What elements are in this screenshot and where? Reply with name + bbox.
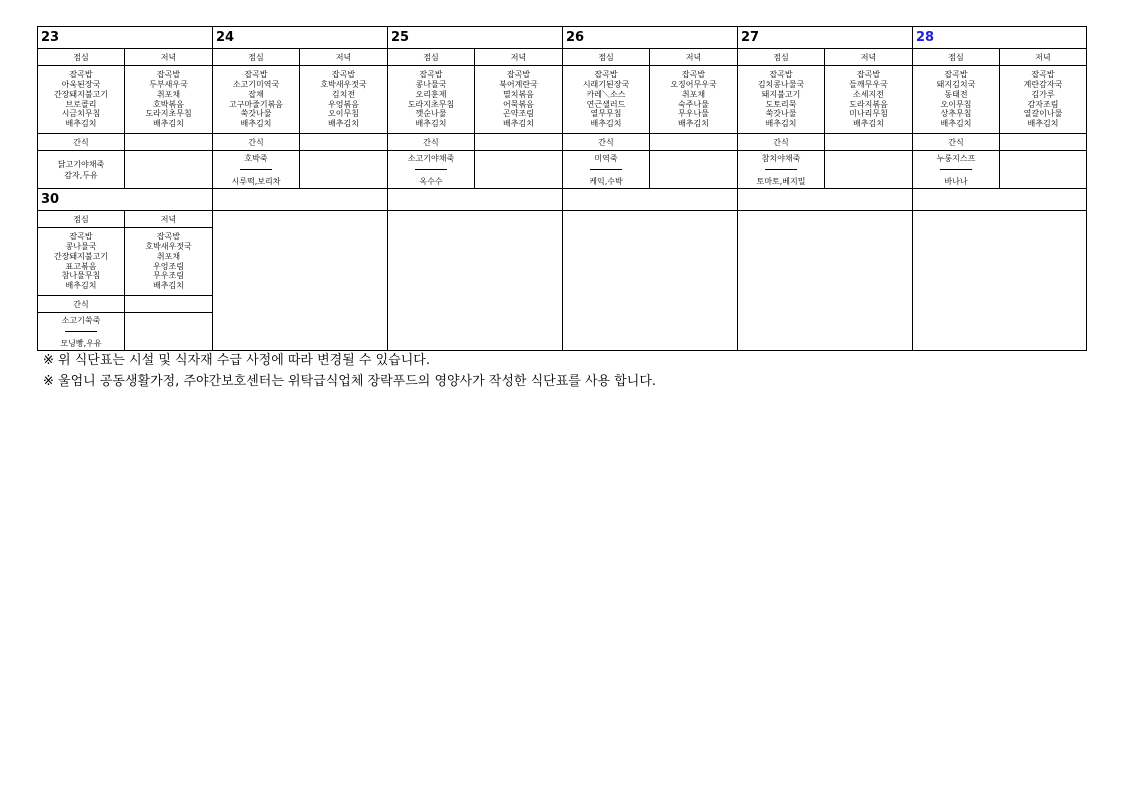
lunch-header: 점심 xyxy=(213,49,300,66)
menu-item: 계란감자국 xyxy=(1023,79,1063,89)
menu-item: 도라지볶음 xyxy=(849,99,888,109)
snack-label: 간식 xyxy=(738,134,825,151)
menu-item: 간장돼지불고기 xyxy=(53,89,109,99)
meal-header-row xyxy=(38,211,1087,228)
menu-item: 오이무침 xyxy=(940,99,972,109)
menu-item: 잡채 xyxy=(248,89,264,99)
lunch-header: 점심 xyxy=(38,211,125,228)
empty-cell xyxy=(125,134,213,151)
empty-day-block xyxy=(388,211,563,351)
date-cell: 24 xyxy=(213,27,388,49)
menu-item: 쑥갓나물 xyxy=(240,109,272,119)
menu-item: 배추김치 xyxy=(678,119,709,129)
menu-item: 배추김치 xyxy=(328,119,359,129)
lunch-menu-cell xyxy=(38,228,125,296)
empty-cell xyxy=(300,151,388,189)
snack-item: 누룽지스프 xyxy=(936,153,976,163)
menu-item: 표고볶음 xyxy=(65,261,97,271)
lunch-menu-cell xyxy=(388,66,475,134)
menu-item: 시금치무침 xyxy=(61,109,101,119)
empty-cell xyxy=(300,134,388,151)
menu-item: 오이무침 xyxy=(328,109,359,119)
dinner-header: 저녁 xyxy=(300,49,388,66)
menu-item: 취포채 xyxy=(156,251,181,261)
empty-cell xyxy=(475,151,563,189)
lunch-menu-cell xyxy=(738,66,825,134)
dinner-menu-cell xyxy=(825,66,913,134)
menu-item: 브로콜리 xyxy=(65,99,97,109)
menu-item: 숙주나물 xyxy=(678,99,709,109)
empty-cell xyxy=(213,189,388,211)
menu-item: 열무무침 xyxy=(590,109,622,119)
menu-item: 두부새우국 xyxy=(149,79,188,89)
menu-item: 아욱된장국 xyxy=(61,79,101,89)
empty-day-block xyxy=(913,211,1087,351)
menu-item: 감자조림 xyxy=(1027,99,1059,109)
menu-item: 오징어무우국 xyxy=(670,79,717,89)
dinner-header: 저녁 xyxy=(125,49,213,66)
date-row xyxy=(38,27,1087,49)
snack-label: 간식 xyxy=(213,134,300,151)
menu-item: 잡곡밥 xyxy=(1031,70,1055,80)
empty-cell xyxy=(650,134,738,151)
snack-cell xyxy=(388,151,475,189)
menu-item: 곤약조림 xyxy=(503,109,534,119)
menu-item: 잡곡밥 xyxy=(769,70,793,80)
menu-item: 잡곡밥 xyxy=(944,70,968,80)
menu-item: 잡곡밥 xyxy=(69,70,93,80)
notice-line: ※ 위 식단표는 시설 및 식자재 수급 사정에 따라 변경될 수 있습니다. xyxy=(43,353,430,368)
menu-item: 배추김치 xyxy=(1027,119,1059,129)
menu-item: 무우조림 xyxy=(153,271,184,281)
menu-item: 배추김치 xyxy=(153,281,184,291)
snack-item: 미역죽 xyxy=(594,153,618,163)
menu-item: 배추김치 xyxy=(65,119,97,129)
divider xyxy=(940,169,972,170)
empty-cell xyxy=(125,151,213,189)
menu-item: 시래기된장국 xyxy=(582,79,630,89)
divider xyxy=(765,169,797,170)
empty-cell xyxy=(563,189,738,211)
empty-cell xyxy=(913,189,1087,211)
meal-schedule-table xyxy=(37,26,1087,351)
empty-cell xyxy=(825,134,913,151)
snack-item: 소고기야채죽 xyxy=(407,153,455,163)
menu-item: 오리훈제 xyxy=(415,89,447,99)
dinner-menu-cell xyxy=(125,228,213,296)
dinner-menu-cell xyxy=(125,66,213,134)
date-cell: 27 xyxy=(738,27,913,49)
snack-cell xyxy=(213,151,300,189)
snack-item: 케익,수박 xyxy=(589,176,623,186)
menu-item: 배추김치 xyxy=(415,119,447,129)
menu-item: 취포채 xyxy=(156,89,181,99)
snack-label-row xyxy=(38,134,1087,151)
menu-item: 잡곡밥 xyxy=(594,70,618,80)
empty-day-block xyxy=(738,211,913,351)
empty-day-block xyxy=(563,211,738,351)
lunch-header: 점심 xyxy=(38,49,125,66)
menu-item: 잡곡밥 xyxy=(69,232,93,242)
menu-item: 우엉조림 xyxy=(153,261,184,271)
menu-item: 잡곡밥 xyxy=(156,232,181,242)
date-cell: 26 xyxy=(563,27,738,49)
menu-item: 돼지김치국 xyxy=(936,79,976,89)
lunch-header: 점심 xyxy=(563,49,650,66)
menu-item: 깻순나물 xyxy=(415,109,447,119)
menu-item: 돼지불고기 xyxy=(761,89,801,99)
menu-item: 배추김치 xyxy=(153,119,184,129)
menu-item: 배추김치 xyxy=(853,119,884,129)
menu-item: 소고기미역국 xyxy=(232,79,280,89)
lunch-menu-cell xyxy=(38,66,125,134)
menu-item: 동태전 xyxy=(944,89,968,99)
menu-item: 호박새우젓국 xyxy=(145,241,192,251)
notice-block xyxy=(43,350,656,392)
menu-item: 배추김치 xyxy=(65,281,97,291)
menu-item: 무우나물 xyxy=(678,109,709,119)
menu-item: 들깨무우국 xyxy=(849,79,888,89)
menu-item: 상추무침 xyxy=(940,109,972,119)
empty-cell xyxy=(1000,151,1087,189)
menu-item: 호박새우젓국 xyxy=(320,79,367,89)
empty-cell xyxy=(650,151,738,189)
menu-item: 열갈이나물 xyxy=(1023,109,1063,119)
snack-row xyxy=(38,151,1087,189)
snack-label: 간식 xyxy=(913,134,1000,151)
menu-item: 도라지초무침 xyxy=(145,109,192,119)
menu-item: 배추김치 xyxy=(503,119,534,129)
dinner-header: 저녁 xyxy=(125,211,213,228)
menu-item: 콩나물국 xyxy=(415,79,447,89)
date-cell-saturday: 28 xyxy=(913,27,1087,49)
dinner-menu-cell xyxy=(650,66,738,134)
divider xyxy=(65,331,97,332)
dinner-header: 저녁 xyxy=(825,49,913,66)
dinner-header: 저녁 xyxy=(1000,49,1087,66)
empty-cell xyxy=(388,189,563,211)
lunch-header: 점심 xyxy=(738,49,825,66)
menu-item: 배추김치 xyxy=(240,119,272,129)
snack-item: 옥수수 xyxy=(419,176,443,186)
divider xyxy=(240,169,272,170)
menu-item: 호박볶음 xyxy=(153,99,184,109)
snack-item: 소고기쑥죽 xyxy=(61,315,101,325)
divider xyxy=(590,169,622,170)
menu-item: 도라지초무침 xyxy=(407,99,455,109)
menu-item: 잡곡밥 xyxy=(156,70,181,80)
empty-cell xyxy=(125,313,213,351)
snack-label: 간식 xyxy=(38,134,125,151)
menu-item: 콩나물국 xyxy=(65,241,97,251)
snack-item: 호박죽 xyxy=(244,153,268,163)
snack-item: 시루떡,보리차 xyxy=(231,176,281,186)
notice-line: ※ 울엄니 공동생활가정, 주야간보호센터는 위탁급식업체 장락푸드의 영양사가 작성한 식단표를 사용 합니다. xyxy=(43,374,657,389)
snack-item: 닭고기야채죽 xyxy=(57,159,105,169)
menu-item: 연근샐러드 xyxy=(586,99,626,109)
empty-cell xyxy=(475,134,563,151)
menu-item: 미나리무침 xyxy=(849,109,888,119)
menu-item: 잡곡밥 xyxy=(244,70,268,80)
menu-item: 어묵볶음 xyxy=(503,99,534,109)
lunch-menu-cell xyxy=(563,66,650,134)
menu-item: 도토리묵 xyxy=(765,99,797,109)
menu-item: 배추김치 xyxy=(765,119,797,129)
menu-item: 잡곡밥 xyxy=(419,70,443,80)
snack-label: 간식 xyxy=(38,296,125,313)
menu-item: 김가루 xyxy=(1031,89,1055,99)
divider xyxy=(415,169,447,170)
menu-item: 쑥갓나물 xyxy=(765,109,797,119)
menu-item: 잡곡밥 xyxy=(681,70,706,80)
menu-item: 우엉볶음 xyxy=(328,99,359,109)
empty-cell xyxy=(825,151,913,189)
snack-item: 모닝빵,우유 xyxy=(60,338,102,348)
snack-item: 바나나 xyxy=(944,176,968,186)
empty-cell xyxy=(738,189,913,211)
menu-item: 멸치볶음 xyxy=(503,89,534,99)
menu-item: 잡곡밥 xyxy=(331,70,356,80)
snack-item: 참치야채죽 xyxy=(761,153,801,163)
snack-item: 토마토,베지밀 xyxy=(756,176,806,186)
menu-item: 잡곡밥 xyxy=(506,70,531,80)
snack-cell xyxy=(38,151,125,189)
menu-item: 소세지전 xyxy=(853,89,884,99)
dinner-header: 저녁 xyxy=(475,49,563,66)
date-cell: 30 xyxy=(38,189,213,211)
snack-cell xyxy=(738,151,825,189)
snack-label: 간식 xyxy=(388,134,475,151)
lunch-menu-cell xyxy=(913,66,1000,134)
menu-item: 고구마줄기볶음 xyxy=(228,99,284,109)
empty-cell xyxy=(125,296,213,313)
dinner-menu-cell xyxy=(300,66,388,134)
menu-row xyxy=(38,66,1087,134)
meal-header-row xyxy=(38,49,1087,66)
menu-item: 간장돼지불고기 xyxy=(53,251,109,261)
snack-label: 간식 xyxy=(563,134,650,151)
snack-cell xyxy=(563,151,650,189)
menu-item: 배추김치 xyxy=(940,119,972,129)
lunch-menu-cell xyxy=(213,66,300,134)
date-row xyxy=(38,189,1087,211)
snack-cell xyxy=(38,313,125,351)
menu-item: 김치전 xyxy=(331,89,356,99)
lunch-header: 점심 xyxy=(913,49,1000,66)
snack-item: 감자,두유 xyxy=(64,170,98,180)
date-cell: 23 xyxy=(38,27,213,49)
snack-cell xyxy=(913,151,1000,189)
dinner-menu-cell xyxy=(1000,66,1087,134)
dinner-header: 저녁 xyxy=(650,49,738,66)
empty-day-block xyxy=(213,211,388,351)
menu-item: 카레＼소스 xyxy=(586,89,626,99)
menu-item: 잡곡밥 xyxy=(856,70,881,80)
lunch-header: 점심 xyxy=(388,49,475,66)
dinner-menu-cell xyxy=(475,66,563,134)
menu-item: 취포채 xyxy=(681,89,706,99)
empty-cell xyxy=(1000,134,1087,151)
menu-item: 배추김치 xyxy=(590,119,622,129)
menu-item: 참나물무침 xyxy=(61,271,101,281)
menu-item: 김치콩나물국 xyxy=(757,79,805,89)
date-cell: 25 xyxy=(388,27,563,49)
menu-item: 북어계란국 xyxy=(499,79,538,89)
